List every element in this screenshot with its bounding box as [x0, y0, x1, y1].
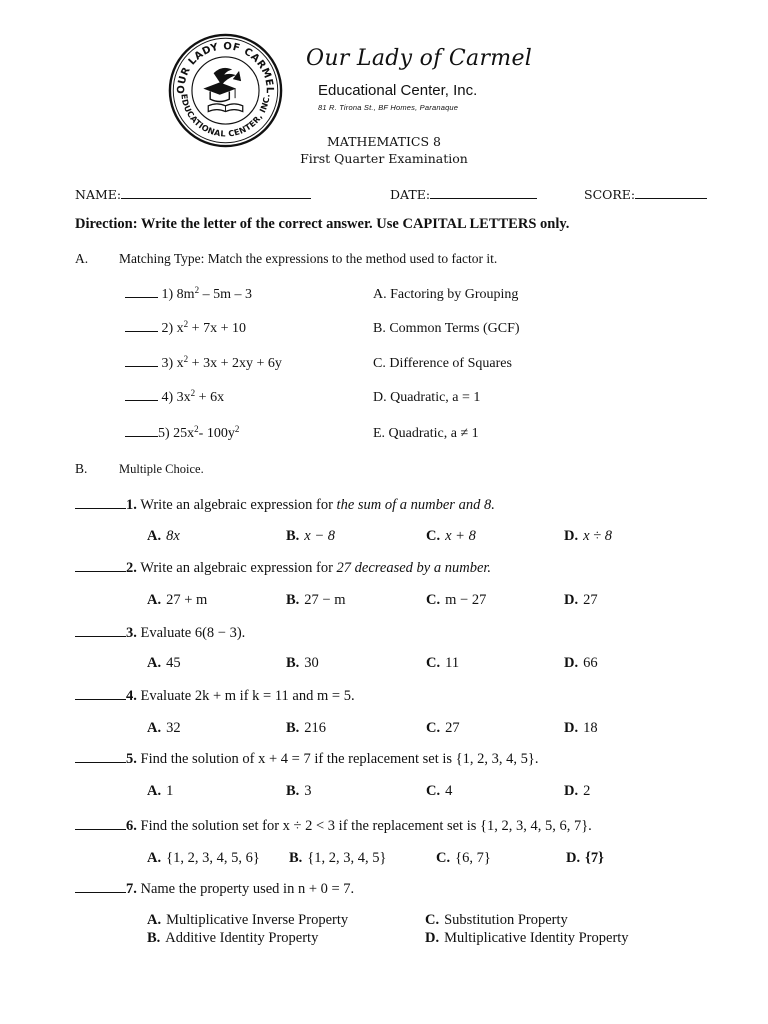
question-5: 5. Find the solution of x + 4 = 7 if the replacement set is {1, 2, 3, 4, 5}. [75, 751, 538, 768]
option-a[interactable]: A. 8x [147, 528, 180, 544]
option-d[interactable]: D. {7} [566, 850, 604, 866]
option-c[interactable]: C. 4 [426, 783, 453, 799]
date-label: DATE: [390, 187, 431, 202]
matching-choice: C. Difference of Squares [373, 356, 512, 371]
option-d[interactable]: D. Multiplicative Identity Property [425, 930, 629, 946]
option-d[interactable]: D. 2 [564, 783, 591, 799]
option-a[interactable]: A. 27 + m [147, 592, 208, 608]
answer-blank[interactable] [125, 331, 158, 332]
option-a[interactable]: A. {1, 2, 3, 4, 5, 6} [147, 850, 260, 866]
matching-item: 2) $x^2 + 7x + 10$ [125, 321, 246, 337]
option-c[interactable]: C. 27 [426, 720, 460, 736]
section-a-letter: A. [75, 251, 89, 266]
section-b-letter: B. [75, 461, 88, 476]
option-d[interactable]: D. 18 [564, 720, 598, 736]
matching-choice: D. Quadratic, a = 1 [373, 390, 481, 405]
matching-choice: E. Quadratic, a ≠ 1 [373, 426, 479, 441]
question-3: 3. Evaluate 6(8 − 3). [75, 625, 245, 642]
option-c[interactable]: C. {6, 7} [436, 850, 491, 866]
exam-title: First Quarter Examination [300, 151, 468, 166]
answer-blank[interactable] [75, 829, 126, 830]
option-d[interactable]: D. x ÷ 8 [564, 528, 613, 544]
score-blank[interactable] [635, 186, 707, 199]
option-a[interactable]: A. Multiplicative Inverse Property [147, 912, 349, 928]
name-field[interactable] [75, 186, 311, 202]
option-c[interactable]: C. 11 [426, 655, 460, 671]
option-b[interactable]: B. x − 8 [286, 528, 336, 544]
answer-blank[interactable] [125, 366, 158, 367]
score-label: SCORE: [584, 187, 636, 202]
option-a[interactable]: A. 45 [147, 655, 181, 671]
svg-text:EDUCATIONAL CENTER, INC.: EDUCATIONAL CENTER, INC. [179, 93, 272, 139]
date-blank[interactable] [430, 186, 537, 199]
matching-item: 5) $25x^2-$ $100y^2$ [125, 426, 239, 442]
answer-blank[interactable] [75, 699, 126, 700]
answer-blank[interactable] [75, 892, 126, 893]
question-1: 1. Write an algebraic expression for the sum of a number and 8. [75, 497, 495, 514]
matching-choice: A. Factoring by Grouping [373, 287, 519, 302]
option-b[interactable]: B. 30 [286, 655, 319, 671]
name-blank[interactable] [121, 186, 311, 199]
matching-item: 3) $x^2 + 3x + 2xy + 6y$ [125, 356, 282, 372]
option-b[interactable]: B. Additive Identity Property [147, 930, 319, 946]
option-b[interactable]: B. {1, 2, 3, 4, 5} [289, 850, 387, 866]
section-a-title: Matching Type: Match the expressions to the method used to factor it. [119, 251, 498, 266]
name-label: NAME: [75, 187, 122, 202]
option-a[interactable]: A. 32 [147, 720, 181, 736]
question-6: 6. Find the solution set for x ÷ 2 < 3 if the replacement set is {1, 2, 3, 4, 5, 6, 7}. [75, 818, 592, 835]
date-field[interactable] [390, 186, 537, 202]
option-b[interactable]: B. 216 [286, 720, 327, 736]
section-b-title: Multiple Choice. [119, 462, 204, 476]
matching-choice: B. Common Terms (GCF) [373, 321, 520, 336]
seal-emblem [204, 68, 242, 111]
option-b[interactable]: B. 27 − m [286, 592, 346, 608]
matching-item: 4) $3x^2 + 6x$ [125, 390, 224, 406]
answer-blank[interactable] [75, 762, 126, 763]
score-field[interactable] [584, 186, 707, 202]
option-a[interactable]: A. 1 [147, 783, 174, 799]
school-subtitle: Educational Center, Inc. [318, 82, 478, 99]
answer-blank[interactable] [125, 436, 158, 437]
option-c[interactable]: C. x + 8 [426, 528, 476, 544]
question-4: 4. Evaluate 2k + m if k = 11 and m = 5. [75, 688, 355, 705]
option-d[interactable]: D. 27 [564, 592, 598, 608]
answer-blank[interactable] [75, 571, 126, 572]
option-d[interactable]: D. 66 [564, 655, 598, 671]
option-c[interactable]: C. Substitution Property [425, 912, 568, 928]
matching-item: 1) $8m^2 - 5m - 3$ [125, 287, 252, 303]
direction-text: Direction: Write the letter of the correct answer. Use CAPITAL LETTERS only. [75, 216, 570, 232]
subject-title: MATHEMATICS 8 [327, 134, 441, 149]
answer-blank[interactable] [125, 297, 158, 298]
answer-blank[interactable] [75, 508, 126, 509]
question-2: 2. Write an algebraic expression for 27 decreased by a number. [75, 560, 491, 577]
question-7: 7. Name the property used in n + 0 = 7. [75, 881, 354, 898]
svg-text:OUR LADY OF CARMEL: OUR LADY OF CARMEL [176, 41, 275, 94]
answer-blank[interactable] [125, 400, 158, 401]
option-b[interactable]: B. 3 [286, 783, 312, 799]
option-c[interactable]: C. m − 27 [426, 592, 487, 608]
school-seal-logo [168, 33, 283, 148]
answer-blank[interactable] [75, 636, 126, 637]
school-name: Our Lady of Carmel [306, 46, 533, 71]
school-address: 81 R. Tirona St., BF Homes, Paranaque [318, 103, 459, 112]
